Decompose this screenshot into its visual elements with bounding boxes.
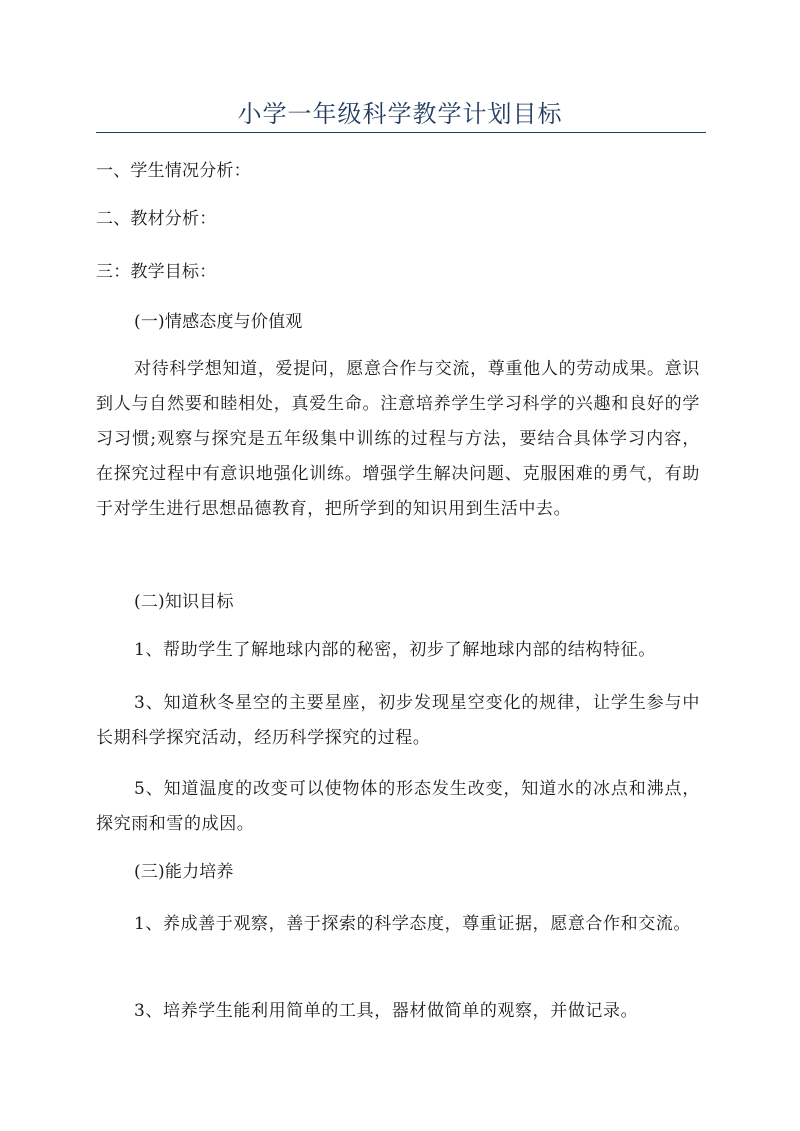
knowledge-item-1: 1、帮助学生了解地球内部的秘密，初步了解地球内部的结构特征。	[134, 640, 656, 660]
section-material-analysis: 二、教材分析：	[96, 209, 217, 229]
ability-item-1: 1、养成善于观察，善于探索的科学态度，尊重证据，愿意合作和交流。	[134, 914, 692, 934]
heading-emotion-values: (一)情感态度与价值观	[134, 312, 303, 332]
paragraph-emotion-values: 对待科学想知道，爱提问，愿意合作与交流，尊重他人的劳动成果。意识到人与自然要和睦相处，真爱生命。注意培养学生学习科学的兴趣和良好的学习习惯;观察与探究是五年级集中训练的过程与方法，要结合具体学习内容，在探究过程中有意识地强化训练。增强学生解决问题、克服困难的勇气，有助于对学生进行思想品德教育，把所学到的知识用到生活中去。	[96, 359, 700, 519]
knowledge-item-3: 3、知道秋冬星空的主要星座，初步发现星空变化的规律，让学生参与中长期科学探究活动，经历科学探究的过程。	[96, 693, 700, 748]
section-teaching-goals: 三：教学目标：	[96, 262, 217, 282]
heading-knowledge-goals: (二)知识目标	[134, 592, 234, 612]
document-title: 小学一年级科学教学计划目标	[237, 100, 563, 128]
knowledge-item-5: 5、知道温度的改变可以使物体的形态发生改变，知道水的冰点和沸点，探究雨和雪的成因。	[96, 779, 700, 834]
ability-item-3: 3、培养学生能利用简单的工具，器材做简单的观察，并做记录。	[134, 1001, 639, 1021]
title-underline	[96, 132, 706, 133]
section-student-analysis: 一、学生情况分析：	[96, 161, 251, 181]
heading-ability-training: (三)能力培养	[134, 862, 234, 882]
